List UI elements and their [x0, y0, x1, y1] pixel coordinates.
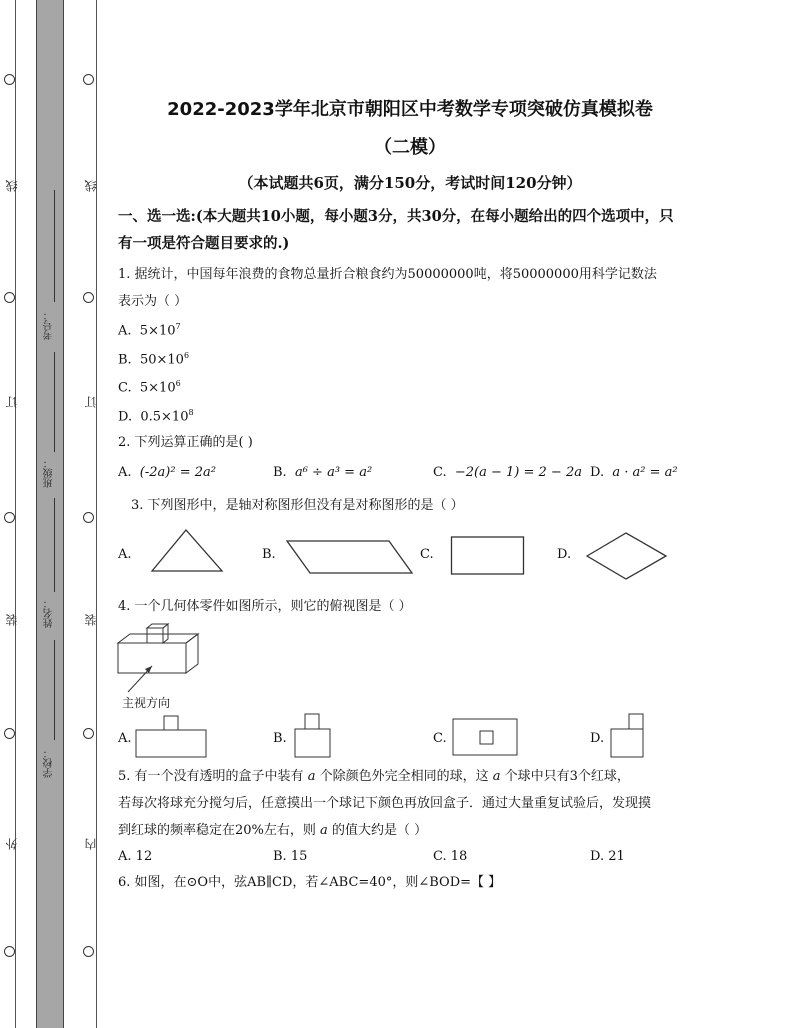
margin-char-bind: 装	[84, 614, 98, 626]
margin-char-order: 订	[84, 396, 98, 408]
outer-margin-line	[15, 0, 16, 1028]
q2-option-b[interactable]: B. a⁶ ÷ a³ = a²	[273, 465, 373, 480]
q4-stem: 4. 一个几何体零件如图所示，则它的俯视图是（ ）	[118, 599, 412, 614]
q2-stem: 2. 下列运算正确的是( )	[118, 435, 253, 450]
q4-option-b[interactable]: B.	[273, 731, 287, 746]
q5-stem-line2: 若每次将球充分搅匀后，任意摸出一个球记下颜色再放回盒子．通过大量重复试验后，发现摸	[118, 796, 652, 811]
binding-hole	[4, 74, 15, 85]
q6-stem: 6. 如图，在⊙O中，弦AB∥CD，若∠ABC=40°，则∠BOD=【 】	[118, 875, 502, 890]
q5-stem-line3: 到红球的频率稳定在20%左右，则 a 的值大约是（ ）	[118, 823, 428, 838]
q1-option-c[interactable]: C. $5\times 10^6$	[118, 379, 181, 396]
q3-option-a[interactable]: A.	[118, 547, 132, 562]
field-label-exam-number: 考号：	[44, 310, 55, 340]
q3-stem: 3. 下列图形中，是轴对称图形但没有是对称图形的是（ ）	[131, 498, 464, 513]
q4-option-d-figure	[609, 713, 649, 759]
q4-option-c-figure	[451, 717, 519, 757]
exam-info: （本试题共6页，满分150分，考试时间120分钟）	[238, 174, 582, 192]
binding-strip	[36, 0, 64, 1028]
q3-option-c[interactable]: C.	[420, 547, 434, 562]
binding-hole	[4, 728, 15, 739]
q5-option-a[interactable]: A. 12	[118, 849, 153, 864]
binding-hole	[4, 946, 15, 957]
field-label-school: 学校：	[44, 748, 55, 778]
margin-char-line: 线	[5, 180, 19, 192]
q2-option-a[interactable]: A. (-2a)² = 2a²	[118, 465, 216, 480]
field-label-name: 姓名：	[44, 598, 55, 628]
name-field[interactable]	[54, 498, 55, 592]
q3-rhombus-figure	[585, 530, 669, 582]
q4-option-d[interactable]: D.	[590, 731, 605, 746]
margin-char-order: 订	[5, 396, 19, 408]
q4-option-a[interactable]: A.	[118, 731, 132, 746]
binding-hole	[83, 292, 94, 303]
exam-number-field[interactable]	[54, 190, 55, 302]
class-field[interactable]	[54, 352, 55, 452]
q3-rectangle-figure	[450, 535, 526, 577]
margin-char-line: 线	[84, 180, 98, 192]
school-field[interactable]	[54, 640, 55, 740]
q3-option-b[interactable]: B.	[262, 547, 276, 562]
exam-title: 2022-2023学年北京市朝阳区中考数学专项突破仿真模拟卷	[167, 99, 653, 120]
q5-option-d[interactable]: D. 21	[590, 849, 625, 864]
binding-hole	[83, 946, 94, 957]
q5-option-c[interactable]: C. 18	[433, 849, 468, 864]
q3-parallelogram-figure	[285, 538, 415, 576]
q1-option-b[interactable]: B. $50\times 10^6$	[118, 351, 190, 368]
q5-stem-line1: 5. 有一个没有透明的盒子中装有 a 个除颜色外完全相同的球，这 a 个球中只有3个红球，	[118, 769, 630, 784]
q3-triangle-figure	[150, 527, 225, 574]
q1-option-a[interactable]: A. $5\times 10^7$	[118, 322, 181, 339]
field-label-class: 班级：	[44, 458, 55, 488]
exam-subtitle: （二模）	[374, 137, 446, 158]
binding-hole	[83, 728, 94, 739]
q4-option-c[interactable]: C.	[433, 731, 447, 746]
q2-option-c[interactable]: C. −2(a − 1) = 2 − 2a	[433, 465, 582, 480]
margin-char-outer: 外	[5, 838, 19, 850]
binding-hole	[83, 512, 94, 523]
binding-hole	[83, 74, 94, 85]
q4-view-direction-label: 主视方向	[122, 696, 171, 710]
margin-char-bind: 装	[5, 614, 19, 626]
q4-solid-figure	[114, 622, 204, 694]
section-heading: 一、选一选:(本大题共10小题，每小题3分，共30分，在每小题给出的四个选项中，只有一项是符合题目要求的.)	[118, 208, 674, 252]
margin-char-inner: 内	[84, 838, 98, 850]
q1-stem-line2: 表示为（ ）	[118, 294, 188, 309]
binding-hole	[4, 292, 15, 303]
q4-option-a-figure	[134, 715, 208, 759]
q4-option-b-figure	[293, 713, 333, 759]
q1-option-d[interactable]: D. $0.5\times 10^8$	[118, 408, 194, 425]
q5-option-b[interactable]: B. 15	[273, 849, 308, 864]
q1-stem-line1: 1. 据统计，中国每年浪费的食物总量折合粮食约为50000000吨，将50000000用科学记数法	[118, 267, 657, 282]
binding-hole	[4, 512, 15, 523]
q3-option-d[interactable]: D.	[557, 547, 572, 562]
q2-option-d[interactable]: D. a · a² = a²	[590, 465, 678, 480]
inner-binding-line	[96, 0, 97, 1028]
